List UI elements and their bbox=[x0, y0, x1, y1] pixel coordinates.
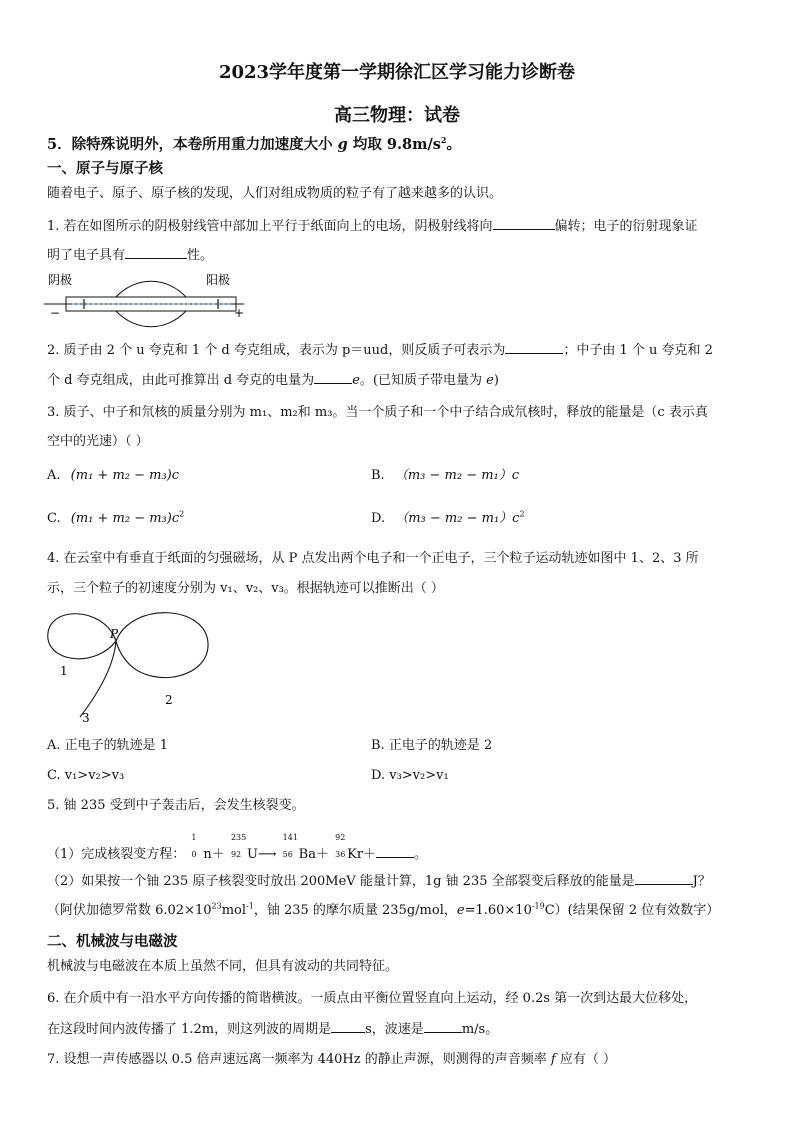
note-text-a: 5．除特殊说明外，本卷所用重力加速度大小 bbox=[47, 136, 338, 153]
particle-tracks-figure bbox=[44, 605, 224, 727]
uranium-symbol: U⟶ bbox=[246, 847, 281, 862]
fig-track-1-label: 1 bbox=[60, 664, 68, 678]
q5-const-text-c: ，铀 235 的摩尔质量 235g/mol， bbox=[253, 903, 457, 918]
q5-equation-end: 。 bbox=[414, 847, 428, 862]
q5-const-exp-2: -1 bbox=[246, 901, 254, 911]
q5-const-e: e bbox=[456, 903, 465, 918]
q1-line1 bbox=[47, 217, 698, 236]
q1-text-a: 1. 若在如图所示的阴极射线管中部加上平行于纸面向上的电场，阴极射线将向 bbox=[47, 219, 493, 234]
krypton-charge-number: 36 bbox=[335, 850, 346, 859]
exam-subtitle: 高三物理：试卷 bbox=[334, 105, 460, 126]
gravity-note bbox=[47, 133, 461, 154]
fig-cathode-label: 阴极 bbox=[48, 273, 73, 287]
q3-option-c-formula: (m₁ + m₂ − m₃)c bbox=[70, 511, 180, 526]
q6-blank-speed[interactable] bbox=[424, 1020, 462, 1033]
q3-option-c[interactable] bbox=[47, 510, 184, 528]
q2-text-a: 2. 质子由 2 个 u 夸克和 1 个 d 夸克组成，表示为 p＝uud，则反质子可表示为 bbox=[47, 343, 506, 358]
q1-text-b: 偏转；电子的衍射现象证 bbox=[554, 219, 698, 234]
q5-blank-2[interactable] bbox=[635, 872, 693, 885]
q5-line1: 5. 铀 235 受到中子轰击后，会发生核裂变。 bbox=[47, 798, 305, 813]
barium-charge-number: 56 bbox=[282, 850, 293, 859]
neutron-nuclide-numbers bbox=[189, 833, 203, 859]
q5-const-text-a: （阿伏加德罗常数 6.02×10 bbox=[47, 903, 212, 918]
section1-heading: 一、原子与原子核 bbox=[47, 160, 163, 177]
q3-option-b[interactable] bbox=[371, 467, 519, 485]
q5-const-text-d: =1.60×10 bbox=[464, 903, 532, 918]
track-2 bbox=[116, 613, 208, 678]
q2-blank-1[interactable] bbox=[505, 341, 563, 354]
neutron-mass-number: 1 bbox=[191, 833, 197, 842]
track-1 bbox=[48, 614, 116, 659]
q3-option-a-label: A. bbox=[47, 468, 61, 483]
q6-text-a: 在这段时间内波传播了 1.2m，则这列波的周期是 bbox=[47, 1022, 332, 1037]
q5-const-exp-1: 23 bbox=[211, 901, 222, 911]
q6-line1: 6. 在介质中有一沿水平方向传播的简谐横波。一质点由平衡位置竖直向上运动，经 0.2s 第一次到达最大位移处， bbox=[47, 991, 698, 1006]
q1-text-c: 明了电子具有 bbox=[47, 248, 126, 263]
note-exponent: 2 bbox=[440, 135, 447, 146]
q2-line2 bbox=[47, 371, 499, 390]
q7-line1 bbox=[47, 1051, 616, 1069]
uranium-mass-number: 235 bbox=[230, 833, 247, 842]
q3-option-c-exponent: 2 bbox=[179, 509, 185, 519]
fig-minus-label: − bbox=[50, 306, 61, 320]
uranium-charge-number: 92 bbox=[230, 850, 242, 859]
q4-option-a[interactable]: A. 正电子的轨迹是 1 bbox=[47, 738, 169, 753]
q5-part2-text-a: （2）如果按一个铀 235 原子核裂变时放出 200MeV 能量计算，1g 铀 235 全部裂变后释放的能量是 bbox=[47, 874, 635, 889]
section1-intro: 随着电子、原子、原子核的发现，人们对组成物质的粒子有了越来越多的认识。 bbox=[47, 186, 503, 201]
q2-text-c: 个 d 夸克组成，由此可推算出 d 夸克的电量为 bbox=[47, 373, 315, 388]
q3-line1: 3. 质子、中子和氘核的质量分别为 m₁、m₂和 m₃。当一个质子和一个中子结合成氘核时，释放的能量是（c 表示真 bbox=[47, 405, 708, 420]
q5-part2-text-b: J？ bbox=[692, 874, 711, 889]
exam-title: 2023学年度第一学期徐汇区学习能力诊断卷 bbox=[218, 62, 576, 83]
q2-text-d: 。(已知质子带电量为 bbox=[359, 373, 487, 388]
q7-text-b: 应有（ ） bbox=[555, 1052, 616, 1067]
neutron-symbol: n＋ bbox=[203, 847, 229, 862]
section2-heading: 二、机械波与电磁波 bbox=[47, 933, 178, 950]
fig-anode-label: 阳极 bbox=[206, 273, 231, 287]
q5-blank-1[interactable] bbox=[376, 845, 414, 858]
krypton-symbol: Kr＋ bbox=[347, 847, 377, 862]
q1-blank-1[interactable] bbox=[493, 217, 555, 230]
q6-text-c: m/s。 bbox=[461, 1022, 499, 1037]
q1-text-d: 性。 bbox=[187, 248, 214, 263]
neutron-charge-number: 0 bbox=[191, 850, 197, 859]
q3-option-d-label: D. bbox=[371, 511, 386, 526]
krypton-mass-number: 92 bbox=[335, 833, 346, 842]
fig-plus-label: + bbox=[234, 306, 245, 320]
q4-line1: 4. 在云室中有垂直于纸面的匀强磁场，从 P 点发出两个电子和一个正电子，三个粒子运动轨迹如图中 1、2、3 所 bbox=[47, 551, 699, 566]
q4-line2: 示，三个粒子的初速度分别为 v₁、v₂、v₃。根据轨迹可以推断出（ ） bbox=[47, 581, 444, 596]
q2-text-b: ；中子由 1 个 u 夸克和 2 bbox=[563, 343, 713, 358]
q6-line2 bbox=[47, 1020, 498, 1039]
q3-line2: 空中的光速）（ ） bbox=[47, 434, 149, 449]
fig-point-p: P bbox=[110, 627, 119, 641]
cathode-ray-tube-figure bbox=[44, 270, 254, 334]
krypton-nuclide-numbers bbox=[333, 833, 347, 859]
q2-text-e: ) bbox=[493, 373, 499, 388]
track-3 bbox=[80, 641, 116, 717]
q5-const-exp-3: -19 bbox=[531, 901, 545, 911]
q3-option-d[interactable] bbox=[371, 510, 525, 528]
note-text-b: 均取 9.8m/s bbox=[347, 136, 441, 153]
q3-option-c-label: C. bbox=[47, 511, 61, 526]
q5-part2 bbox=[47, 872, 711, 891]
q5-const-text-f: C）(结果保留 2 位有效数字） bbox=[544, 903, 720, 918]
fig-track-2-label: 2 bbox=[165, 693, 173, 707]
q5-constants bbox=[47, 902, 719, 920]
q6-text-b: s，波速是 bbox=[365, 1022, 424, 1037]
q7-text-a: 7. 设想一声传感器以 0.5 倍声速远离一频率为 440Hz 的静止声源，则测得的声音频率 bbox=[47, 1052, 551, 1067]
q6-blank-period[interactable] bbox=[331, 1020, 365, 1033]
q3-option-d-formula: （m₃ − m₂ − m₁）c bbox=[395, 511, 520, 526]
q2-e-unit: e bbox=[352, 373, 360, 388]
barium-symbol: Ba＋ bbox=[298, 847, 334, 862]
q4-option-d[interactable]: D. v₃>v₂>v₁ bbox=[371, 768, 449, 783]
note-g: g bbox=[337, 136, 348, 153]
q2-line1 bbox=[47, 341, 713, 360]
q3-option-b-label: B. bbox=[371, 468, 385, 483]
q5-equation-label: （1）完成核裂变方程： bbox=[47, 847, 186, 862]
note-text-c: 。 bbox=[446, 136, 461, 153]
q5-fission-equation bbox=[47, 833, 428, 862]
q3-option-a[interactable] bbox=[47, 467, 179, 485]
q3-option-a-formula: (m₁ + m₂ − m₃)c bbox=[70, 468, 180, 483]
q3-option-b-formula: （m₃ − m₂ − m₁）c bbox=[394, 468, 520, 483]
q1-blank-2[interactable] bbox=[125, 246, 187, 259]
q2-e-symbol: e bbox=[486, 373, 494, 388]
fig-track-3-label: 3 bbox=[82, 711, 90, 725]
uranium-nuclide-numbers bbox=[229, 833, 247, 859]
barium-nuclide-numbers bbox=[281, 833, 299, 859]
q4-option-c[interactable]: C. v₁>v₂>v₃ bbox=[47, 768, 125, 783]
q1-line2 bbox=[47, 246, 213, 265]
q2-blank-2[interactable] bbox=[314, 371, 352, 384]
q5-const-text-b: mol bbox=[221, 903, 247, 918]
section2-intro: 机械波与电磁波在本质上虽然不同，但具有波动的共同特征。 bbox=[47, 959, 399, 974]
q7-frequency-symbol: f bbox=[550, 1052, 556, 1067]
q3-option-d-exponent: 2 bbox=[519, 509, 525, 519]
q4-option-b[interactable]: B. 正电子的轨迹是 2 bbox=[371, 738, 493, 753]
barium-mass-number: 141 bbox=[282, 833, 298, 842]
